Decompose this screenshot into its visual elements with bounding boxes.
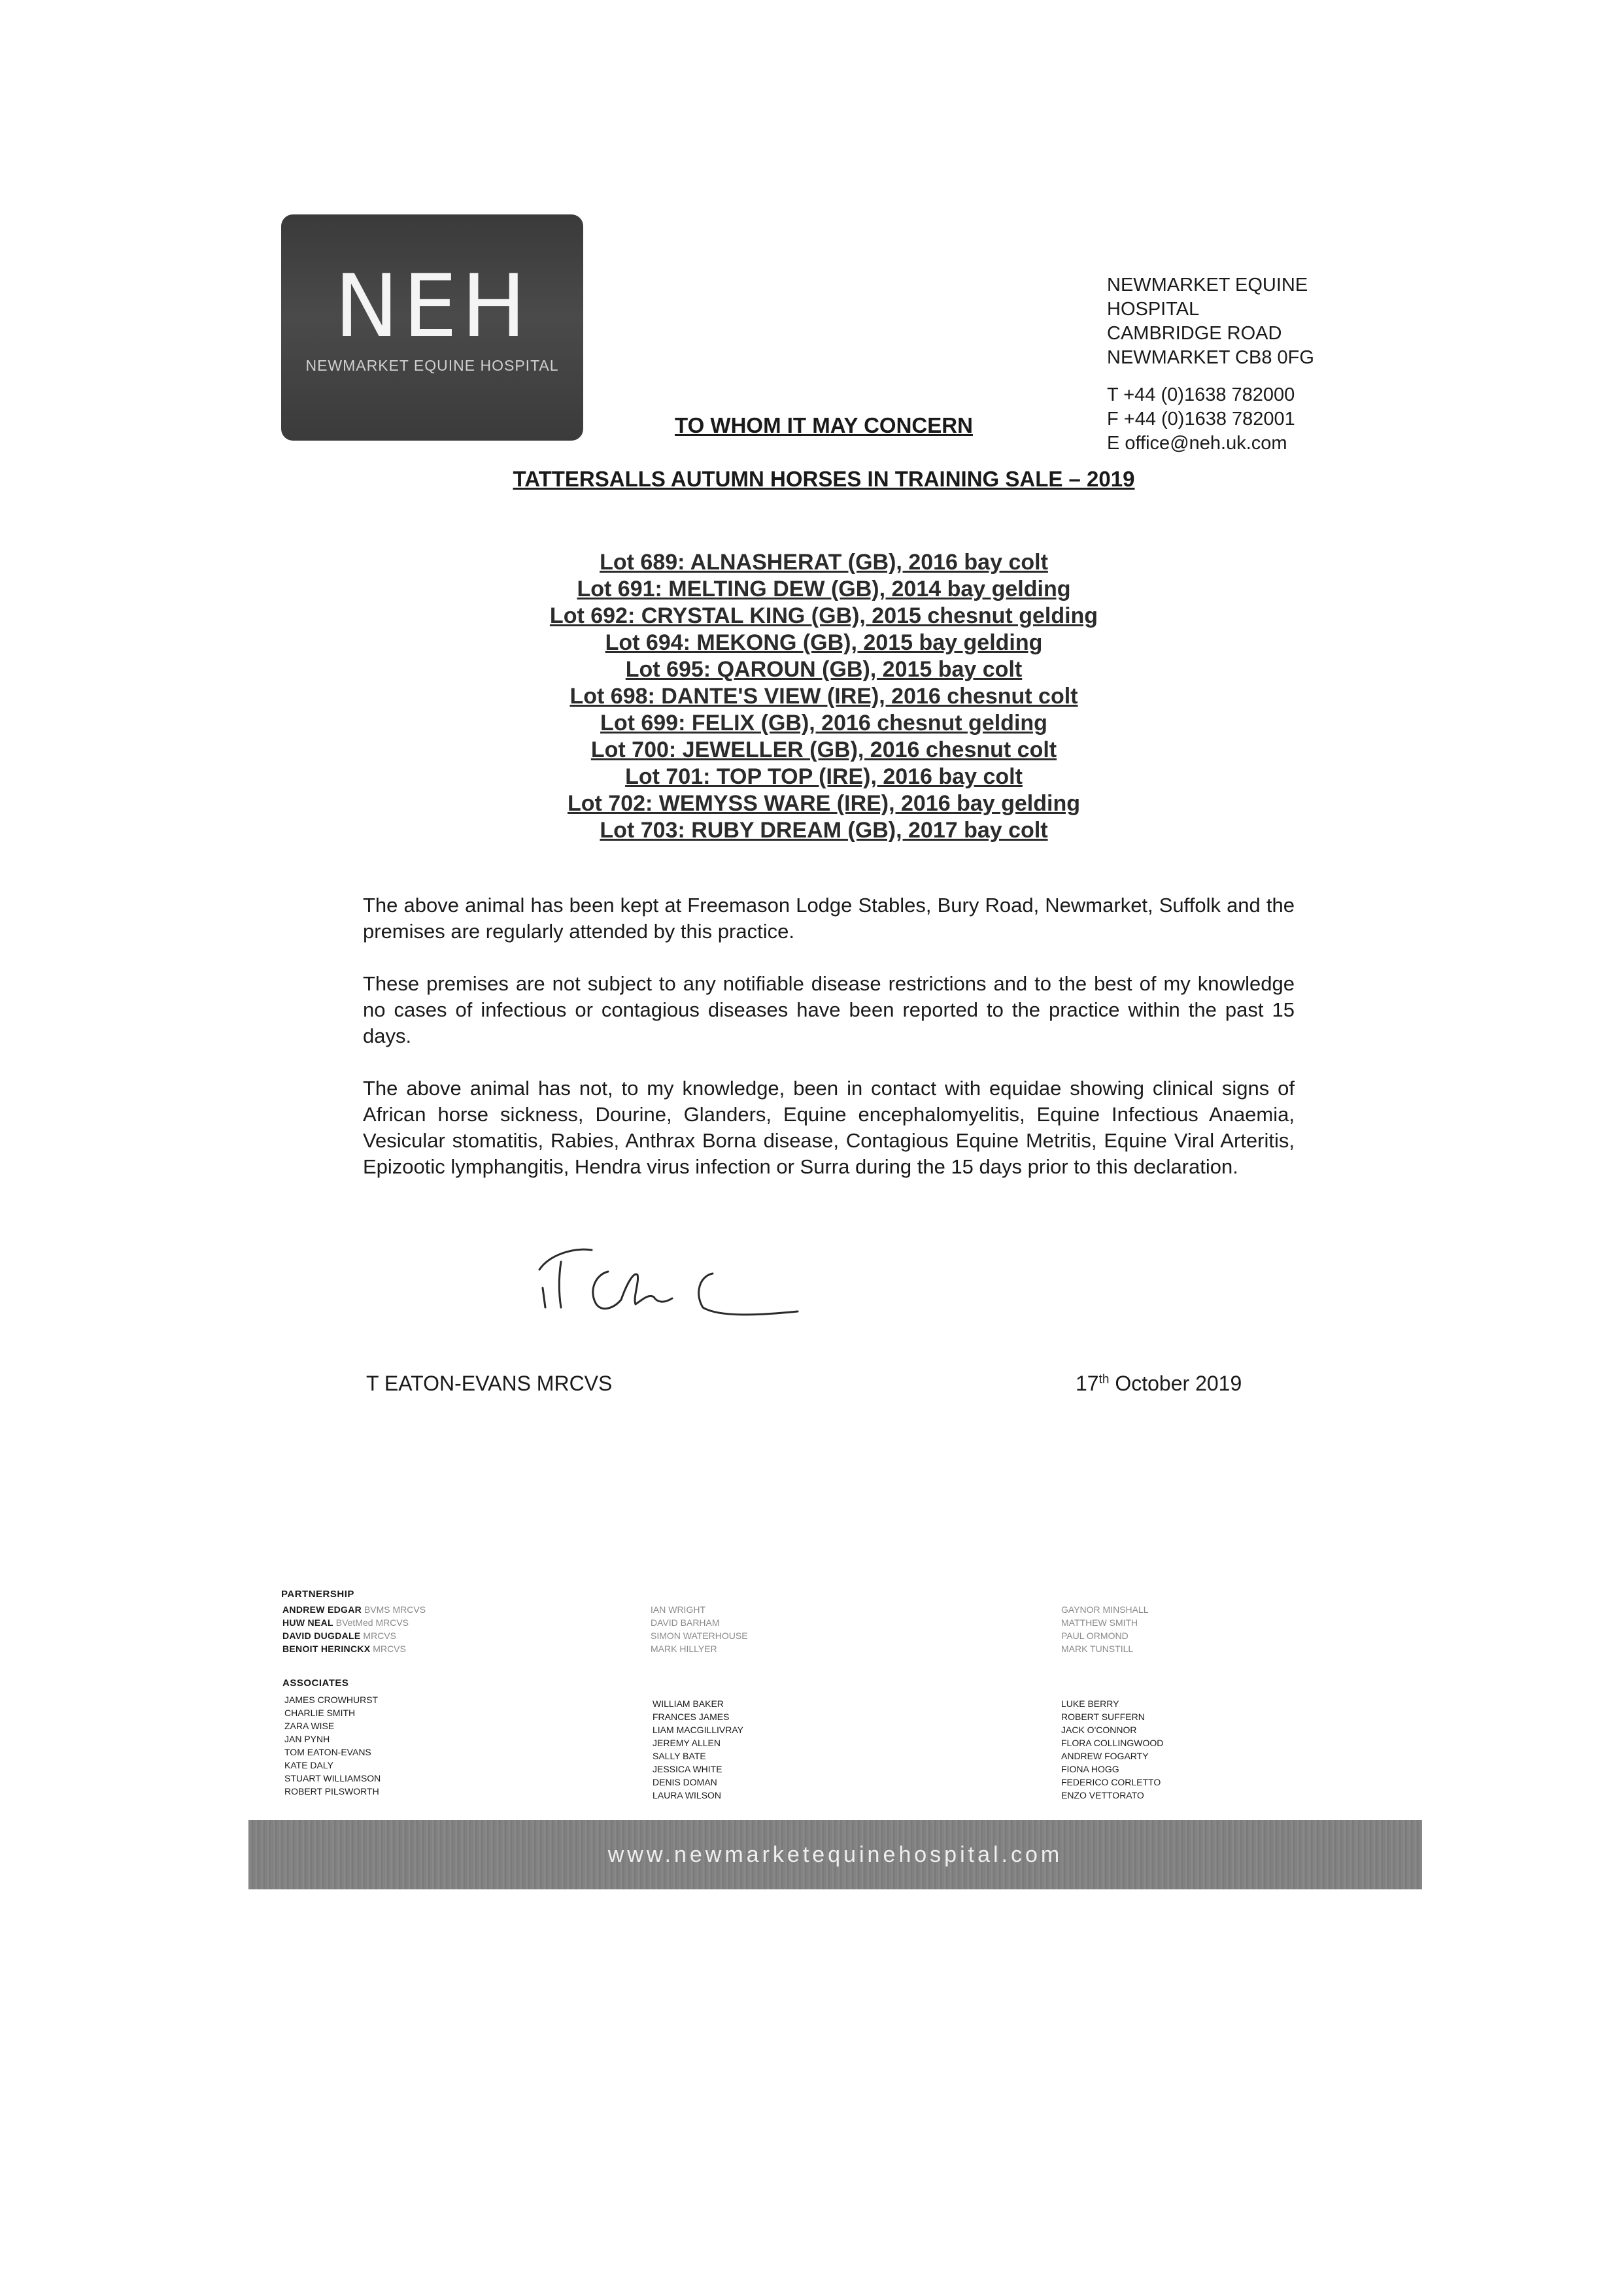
associate-name: JACK O'CONNOR: [1061, 1725, 1137, 1735]
associates-column-3: [1061, 1697, 1270, 1802]
associate-name: WILLIAM BAKER: [653, 1698, 724, 1709]
associate-name: ROBERT SUFFERN: [1061, 1712, 1145, 1722]
associate-name: ENZO VETTORATO: [1061, 1790, 1144, 1800]
partner-name: SIMON WATERHOUSE: [651, 1630, 748, 1641]
associate-name: ROBERT PILSWORTH: [284, 1786, 379, 1797]
partner-name: ANDREW EDGAR: [282, 1604, 362, 1615]
associate-name: ZARA WISE: [284, 1721, 335, 1731]
lot-item: Lot 691: MELTING DEW (GB), 2014 bay gelding: [577, 577, 1071, 601]
partner-quals: BVMS MRCVS: [364, 1604, 426, 1615]
associate-name: FIONA HOGG: [1061, 1764, 1119, 1774]
associate-name: JAN PYNH: [284, 1734, 330, 1744]
associate-name: SALLY BATE: [653, 1751, 706, 1761]
neh-logo: [281, 214, 583, 441]
lot-item: Lot 694: MEKONG (GB), 2015 bay gelding: [605, 630, 1043, 655]
partner-quals: MRCVS: [363, 1630, 396, 1641]
date-rest: October 2019: [1109, 1372, 1242, 1395]
address-fax: F +44 (0)1638 782001: [1107, 409, 1295, 430]
partners-column-1: [282, 1603, 570, 1655]
lot-item: Lot 698: DANTE'S VIEW (IRE), 2016 chesnut colt: [569, 684, 1078, 709]
body-paragraph: The above animal has not, to my knowledge, been in contact with equidae showing clinical signs of African horse sickness, Dourine, Glanders, Equine encephalomyelitis, Equine Infectious Anaemia, Vesicular stomatitis, Rabies, Anthrax Borna disease, Contagious Equine Metritis, Equine Viral Arteritis, Epizootic lymphangitis, Hendra virus infection or Surra during the 15 days prior to this declaration.: [363, 1077, 1295, 1178]
date-day: 17: [1076, 1372, 1099, 1395]
associate-name: DENIS DOMAN: [653, 1777, 717, 1787]
partner-name: DAVID DUGDALE: [282, 1630, 361, 1641]
associates-column-1: [284, 1693, 481, 1798]
associate-name: LAURA WILSON: [653, 1790, 722, 1800]
associate-name: STUART WILLIAMSON: [284, 1773, 381, 1783]
associate-name: LIAM MACGILLIVRAY: [653, 1725, 744, 1735]
date-suffix: th: [1098, 1372, 1110, 1387]
partners-column-3: [1061, 1603, 1336, 1655]
associate-name: CHARLIE SMITH: [284, 1708, 356, 1718]
footer-band: [248, 1820, 1422, 1889]
body-paragraph: These premises are not subject to any notifiable disease restrictions and to the best of my knowledge no cases of infectious or contagious diseases have been reported to the practice within the past 15 days.: [363, 972, 1295, 1047]
website-link[interactable]: www.newmarketequinehospital.com: [607, 1842, 1063, 1867]
lot-item: Lot 699: FELIX (GB), 2016 chesnut gelding: [600, 711, 1047, 735]
associate-name: FRANCES JAMES: [653, 1712, 730, 1722]
associates-column-2: [653, 1697, 849, 1802]
sale-title: TATTERSALLS AUTUMN HORSES IN TRAINING SALE – 2019: [513, 467, 1135, 491]
associate-name: KATE DALY: [284, 1760, 333, 1770]
lot-item: Lot 703: RUBY DREAM (GB), 2017 bay colt: [600, 818, 1048, 843]
associate-name: FEDERICO CORLETTO: [1061, 1777, 1161, 1787]
partner-quals: MRCVS: [373, 1644, 406, 1654]
letter-heading: TO WHOM IT MAY CONCERN: [675, 413, 973, 437]
logo-mark: NEH: [334, 256, 530, 357]
letter-body: [363, 892, 1295, 1206]
associate-name: JEREMY ALLEN: [653, 1738, 721, 1748]
address-name: NEWMARKET EQUINE HOSPITAL: [1107, 275, 1308, 320]
hospital-address: [1107, 273, 1382, 456]
logo-subtitle: NEWMARKET EQUINE HOSPITAL: [305, 357, 559, 374]
associate-name: LUKE BERRY: [1061, 1698, 1119, 1709]
partner-name: MARK HILLYER: [651, 1644, 717, 1654]
signatory-name: T EATON-EVANS MRCVS: [366, 1372, 613, 1395]
partner-name: MATTHEW SMITH: [1061, 1617, 1138, 1628]
handwritten-signature: [523, 1236, 837, 1327]
associate-name: TOM EATON-EVANS: [284, 1747, 371, 1757]
partner-name: BENOIT HERINCKX: [282, 1644, 371, 1654]
partner-quals: BVetMed MRCVS: [335, 1617, 409, 1628]
address-line2: NEWMARKET CB8 0FG: [1107, 347, 1314, 368]
partner-name: MARK TUNSTILL: [1061, 1644, 1134, 1654]
lot-item: Lot 695: QAROUN (GB), 2015 bay colt: [625, 657, 1023, 682]
associate-name: ANDREW FOGARTY: [1061, 1751, 1149, 1761]
letter-date: [1076, 1372, 1242, 1396]
lot-item: Lot 689: ALNASHERAT (GB), 2016 bay colt: [600, 550, 1048, 575]
partner-name: PAUL ORMOND: [1061, 1630, 1129, 1641]
partners-column-2: [651, 1603, 899, 1655]
lot-item: Lot 700: JEWELLER (GB), 2016 chesnut colt: [590, 737, 1057, 762]
associate-name: JAMES CROWHURST: [284, 1695, 379, 1705]
partner-name: GAYNOR MINSHALL: [1061, 1604, 1149, 1615]
partner-name: IAN WRIGHT: [651, 1604, 705, 1615]
lot-item: Lot 702: WEMYSS WARE (IRE), 2016 bay gelding: [567, 791, 1081, 816]
partner-name: HUW NEAL: [282, 1617, 333, 1628]
associate-name: JESSICA WHITE: [653, 1764, 722, 1774]
associate-name: FLORA COLLINGWOOD: [1061, 1738, 1164, 1748]
address-line1: CAMBRIDGE ROAD: [1107, 323, 1282, 344]
body-paragraph: The above animal has been kept at Freemason Lodge Stables, Bury Road, Newmarket, Suffolk and the premises are regularly attended by this practice.: [363, 894, 1295, 943]
partnership-label: PARTNERSHIP: [281, 1589, 354, 1600]
partner-name: DAVID BARHAM: [651, 1617, 720, 1628]
address-tel: T +44 (0)1638 782000: [1107, 384, 1295, 405]
lot-item: Lot 692: CRYSTAL KING (GB), 2015 chesnut gelding: [549, 603, 1098, 628]
lot-item: Lot 701: TOP TOP (IRE), 2016 bay colt: [625, 764, 1023, 789]
address-email: E office@neh.uk.com: [1107, 433, 1287, 454]
associates-label: ASSOCIATES: [282, 1678, 349, 1689]
lot-list: [366, 549, 1282, 844]
